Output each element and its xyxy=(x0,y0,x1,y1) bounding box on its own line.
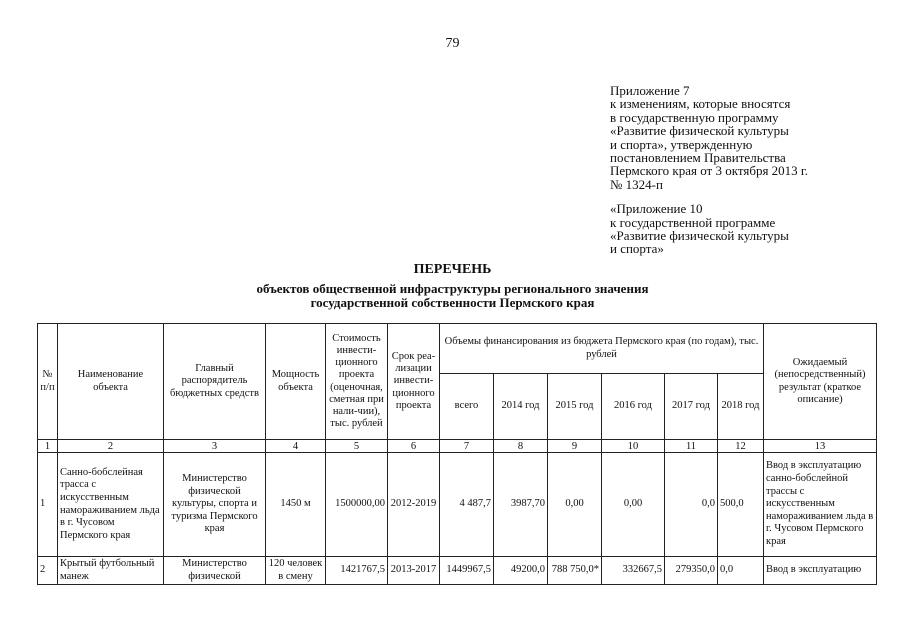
header-total: всего xyxy=(440,374,494,440)
cell-total: 1449967,5 xyxy=(440,557,494,585)
appendix-line: № 1324-п xyxy=(610,176,663,192)
cell-period: 2013-2017 xyxy=(388,557,440,585)
subtitle-line: объектов общественной инфраструктуры регионального значения xyxy=(256,281,649,296)
cell-cost: 1421767,5 xyxy=(326,557,388,585)
cell-result: Ввод в эксплуатацию санно-бобслейной трассы с искусственным намораживанием льда в г. Чусовом Пермского края xyxy=(764,453,877,557)
cell-2018: 500,0 xyxy=(718,453,764,557)
appendix-block xyxy=(610,84,900,256)
column-number: 13 xyxy=(764,440,877,453)
column-number-row xyxy=(38,440,877,453)
cell-period: 2012-2019 xyxy=(388,453,440,557)
column-number: 12 xyxy=(718,440,764,453)
cell-2015: 788 750,0* xyxy=(548,557,602,585)
appendix-line: к государственной программе xyxy=(610,214,776,230)
infrastructure-table xyxy=(37,323,877,585)
document-subtitle xyxy=(0,282,905,309)
appendix-line: Пермского края от 3 октября 2013 г. xyxy=(610,163,809,179)
header-period: Срок реа-лизации инвести-ционного проекта xyxy=(388,324,440,440)
cell-name: Санно-бобслейная трасса с искусственным намораживанием льда в г. Чусовом Пермского края xyxy=(58,453,164,557)
column-number: 11 xyxy=(665,440,718,453)
column-number: 2 xyxy=(58,440,164,453)
appendix-line: и спорта» xyxy=(610,241,664,257)
header-funding: Объемы финансирования из бюджета Пермского края (по годам), тыс. рублей xyxy=(440,324,764,374)
column-number: 5 xyxy=(326,440,388,453)
appendix-line: постановлением Правительства xyxy=(610,150,786,166)
cell-2018: 0,0 xyxy=(718,557,764,585)
header-capacity: Мощность объекта xyxy=(266,324,326,440)
cell-2014: 3987,70 xyxy=(494,453,548,557)
cell-num: 2 xyxy=(38,557,58,585)
column-number: 7 xyxy=(440,440,494,453)
header-2014: 2014 год xyxy=(494,374,548,440)
table-row xyxy=(38,453,877,557)
appendix-line: в государственную программу xyxy=(610,109,779,125)
cell-total: 4 487,7 xyxy=(440,453,494,557)
header-name: Наименование объекта xyxy=(58,324,164,440)
appendix-line: к изменениям, которые вносятся xyxy=(610,96,791,112)
cell-num: 1 xyxy=(38,453,58,557)
cell-2017: 0,0 xyxy=(665,453,718,557)
cell-result: Ввод в эксплуатацию xyxy=(764,557,877,585)
cell-2014: 49200,0 xyxy=(494,557,548,585)
header-2015: 2015 год xyxy=(548,374,602,440)
page-number: 79 xyxy=(445,36,460,51)
cell-2016: 0,00 xyxy=(602,453,665,557)
header-2017: 2017 год xyxy=(665,374,718,440)
appendix-line: «Развитие физической культуры xyxy=(610,228,789,244)
appendix-line: Приложение 7 xyxy=(610,83,690,98)
cell-cost: 1500000,00 xyxy=(326,453,388,557)
header-2018: 2018 год xyxy=(718,374,764,440)
appendix-line: «Приложение 10 xyxy=(610,201,703,217)
header-num: № п/п xyxy=(38,324,58,440)
column-number: 4 xyxy=(266,440,326,453)
column-number: 10 xyxy=(602,440,665,453)
column-number: 6 xyxy=(388,440,440,453)
document-title: ПЕРЕЧЕНЬ xyxy=(413,262,492,277)
cell-manager: Министерство физической культуры, спорта и туризма Пермского края xyxy=(164,453,266,557)
cell-capacity: 1450 м xyxy=(266,453,326,557)
column-number: 9 xyxy=(548,440,602,453)
header-2016: 2016 год xyxy=(602,374,665,440)
column-number: 1 xyxy=(38,440,58,453)
table-row xyxy=(38,557,877,585)
cell-2015: 0,00 xyxy=(548,453,602,557)
header-cost: Стоимость инвести-ционного проекта (оценочная, сметная при нали-чии), тыс. рублей xyxy=(326,324,388,440)
cell-capacity: 120 человек в смену xyxy=(266,557,326,585)
subtitle-line: государственной собственности Пермского края xyxy=(310,294,595,310)
cell-name: Крытый футбольный манеж xyxy=(58,557,164,585)
header-result: Ожидаемый (непосредственный) результат (краткое описание) xyxy=(764,324,877,440)
column-number: 3 xyxy=(164,440,266,453)
column-number: 8 xyxy=(494,440,548,453)
cell-2017: 279350,0 xyxy=(665,557,718,585)
appendix-line: «Развитие физической культуры xyxy=(610,123,789,139)
cell-manager: Министерство физической xyxy=(164,557,266,585)
header-manager: Главный распорядитель бюджетных средств xyxy=(164,324,266,440)
appendix-line: и спорта», утвержденную xyxy=(610,136,753,152)
cell-2016: 332667,5 xyxy=(602,557,665,585)
